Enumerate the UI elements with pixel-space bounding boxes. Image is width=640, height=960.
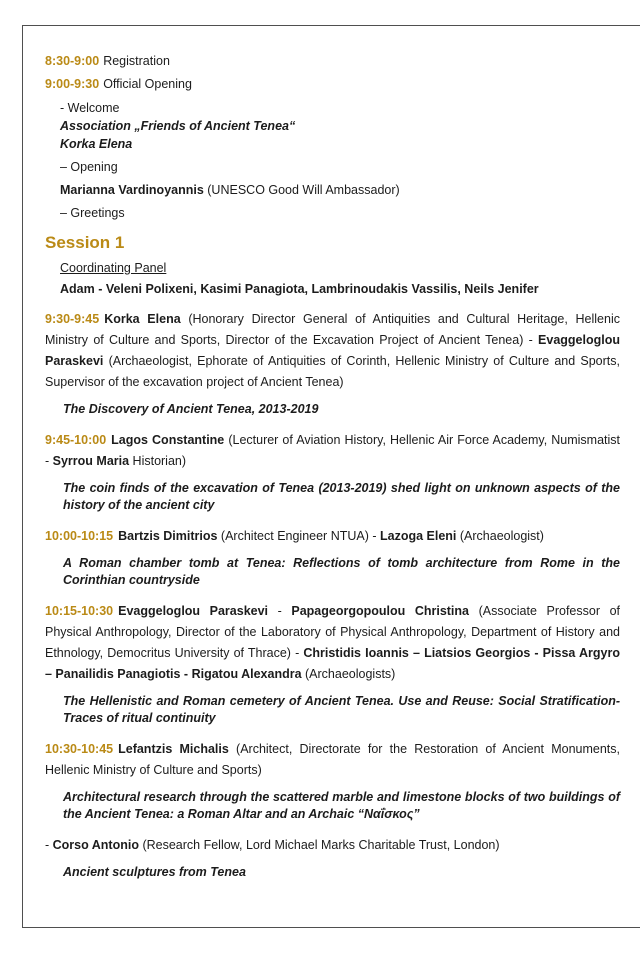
time-label: 8:30-9:00 xyxy=(45,54,100,68)
person-name: Papageorgopoulou Christina xyxy=(291,603,469,618)
talk-title: The Discovery of Ancient Tenea, 2013-2019 xyxy=(63,402,319,416)
talk-description xyxy=(45,526,620,547)
event-label: Official Opening xyxy=(103,77,192,91)
ambassador-line xyxy=(60,181,620,199)
time-label: 10:00-10:15 xyxy=(45,528,114,543)
text-segment: (Associate Professor of Physical Anthropology, Director of the Laboratory of Physical Anthropology, Department of History and Ethnology, Democritus University of Thrace) - xyxy=(45,603,620,660)
talk-description xyxy=(45,739,620,781)
event-label: Registration xyxy=(103,54,170,68)
text-segment: (UNESCO Good Will Ambassador) xyxy=(203,183,400,197)
person-name: Corso Antonio xyxy=(52,837,139,852)
talk-entry xyxy=(45,601,620,728)
person-name: Lazoga Eleni xyxy=(380,528,457,543)
talk-speakers xyxy=(45,742,620,777)
talk-speakers xyxy=(45,312,620,389)
talk-description xyxy=(45,601,620,685)
time-label: 9:30-9:45 xyxy=(45,312,100,326)
talk-entry xyxy=(45,309,620,419)
text-segment: (Archaeologists) xyxy=(301,666,396,681)
association-person-line: Korka Elena xyxy=(60,137,133,151)
text-segment: (Honorary Director General of Antiquities and Cultural Heritage, Hellenic Ministry of Culture and Sports, Director of the Excavation Project of Ancient Tenea) - xyxy=(45,312,620,347)
time-label: 9:00-9:30 xyxy=(45,77,100,91)
person-name: Lagos Constantine xyxy=(111,432,225,447)
welcome-line: - Welcome xyxy=(60,101,120,115)
person-name: Evaggeloglou Paraskevi xyxy=(118,603,269,618)
program-page xyxy=(22,25,640,928)
person-name: Korka Elena xyxy=(104,312,181,326)
talk-entry xyxy=(45,739,620,824)
time-label: 10:30-10:45 xyxy=(45,741,114,756)
talk-title: The coin finds of the excavation of Tenea (2013-2019) shed light on unknown aspects of the history of the ancient city xyxy=(63,480,620,512)
association-line: Association „Friends of Ancient Tenea“ xyxy=(60,119,296,133)
text-segment: (Archaeologist) xyxy=(456,528,544,543)
text-segment: - xyxy=(45,837,53,852)
schedule-item-official-opening xyxy=(45,76,620,93)
talk-speakers xyxy=(45,838,500,852)
text-segment: (Architect Engineer NTUA) - xyxy=(217,528,380,543)
talk-description xyxy=(45,835,620,856)
time-label: 9:45-10:00 xyxy=(45,432,107,447)
schedule-item-registration xyxy=(45,53,620,70)
person-name: Christidis Ioannis – Liatsios Georgios - Pissa Argyro – Panailidis Panagiotis - Rigatou Alexandra xyxy=(45,645,620,681)
text-segment: (Architect, Directorate for the Restoration of Ancient Monuments, Hellenic Ministry of Culture and Sports) xyxy=(45,741,620,777)
program-content xyxy=(23,26,620,881)
talk-title: The Hellenistic and Roman cemetery of Ancient Tenea. Use and Reuse: Social Stratification-Traces of ritual continuity xyxy=(63,693,620,725)
talk-description xyxy=(45,309,620,393)
talk-entry xyxy=(45,526,620,590)
talk-description xyxy=(45,430,620,472)
person-name: Syrrou Maria xyxy=(52,453,130,468)
person-name: Bartzis Dimitrios xyxy=(118,528,218,543)
time-label: 10:15-10:30 xyxy=(45,603,114,618)
person-name: Lefantzis Michalis xyxy=(118,741,229,756)
talk-title: Ancient sculptures from Tenea xyxy=(63,864,246,879)
talk-title: Architectural research through the scattered marble and limestone blocks of two buildings of the Ancient Tenea: a Roman Altar and an Archaic “Ναΐσκος” xyxy=(63,789,620,821)
talk-entry xyxy=(45,835,620,882)
talk-entry xyxy=(45,430,620,515)
person-name: Marianna Vardinoyannis xyxy=(60,183,204,197)
talk-speakers xyxy=(45,433,620,468)
text-segment: - xyxy=(268,603,292,618)
text-segment: (Research Fellow, Lord Michael Marks Charitable Trust, London) xyxy=(138,837,500,852)
person-name: Evaggeloglou Paraskevi xyxy=(45,333,620,368)
coordinating-panel-heading: Coordinating Panel xyxy=(60,261,167,275)
talk-title: A Roman chamber tomb at Tenea: Reflections of tomb architecture from Rome in the Corinthian countryside xyxy=(63,555,620,587)
greetings-line: – Greetings xyxy=(60,206,125,220)
text-segment: (Archaeologist, Ephorate of Antiquities of Corinth, Hellenic Ministry of Culture and Sports, Supervisor of the excavation project of Ancient Tenea) xyxy=(45,354,620,389)
coordinating-panel-members: Adam - Veleni Polixeni, Kasimi Panagiota, Lambrinoudakis Vassilis, Neils Jenifer xyxy=(60,282,539,296)
text-segment: Historian) xyxy=(129,453,187,468)
talk-speakers xyxy=(45,604,620,681)
session-title: Session 1 xyxy=(45,233,125,252)
text-segment: (Lecturer of Aviation History, Hellenic Air Force Academy, Numismatist - xyxy=(45,432,620,468)
talk-speakers xyxy=(118,529,544,543)
opening-line: – Opening xyxy=(60,160,118,174)
